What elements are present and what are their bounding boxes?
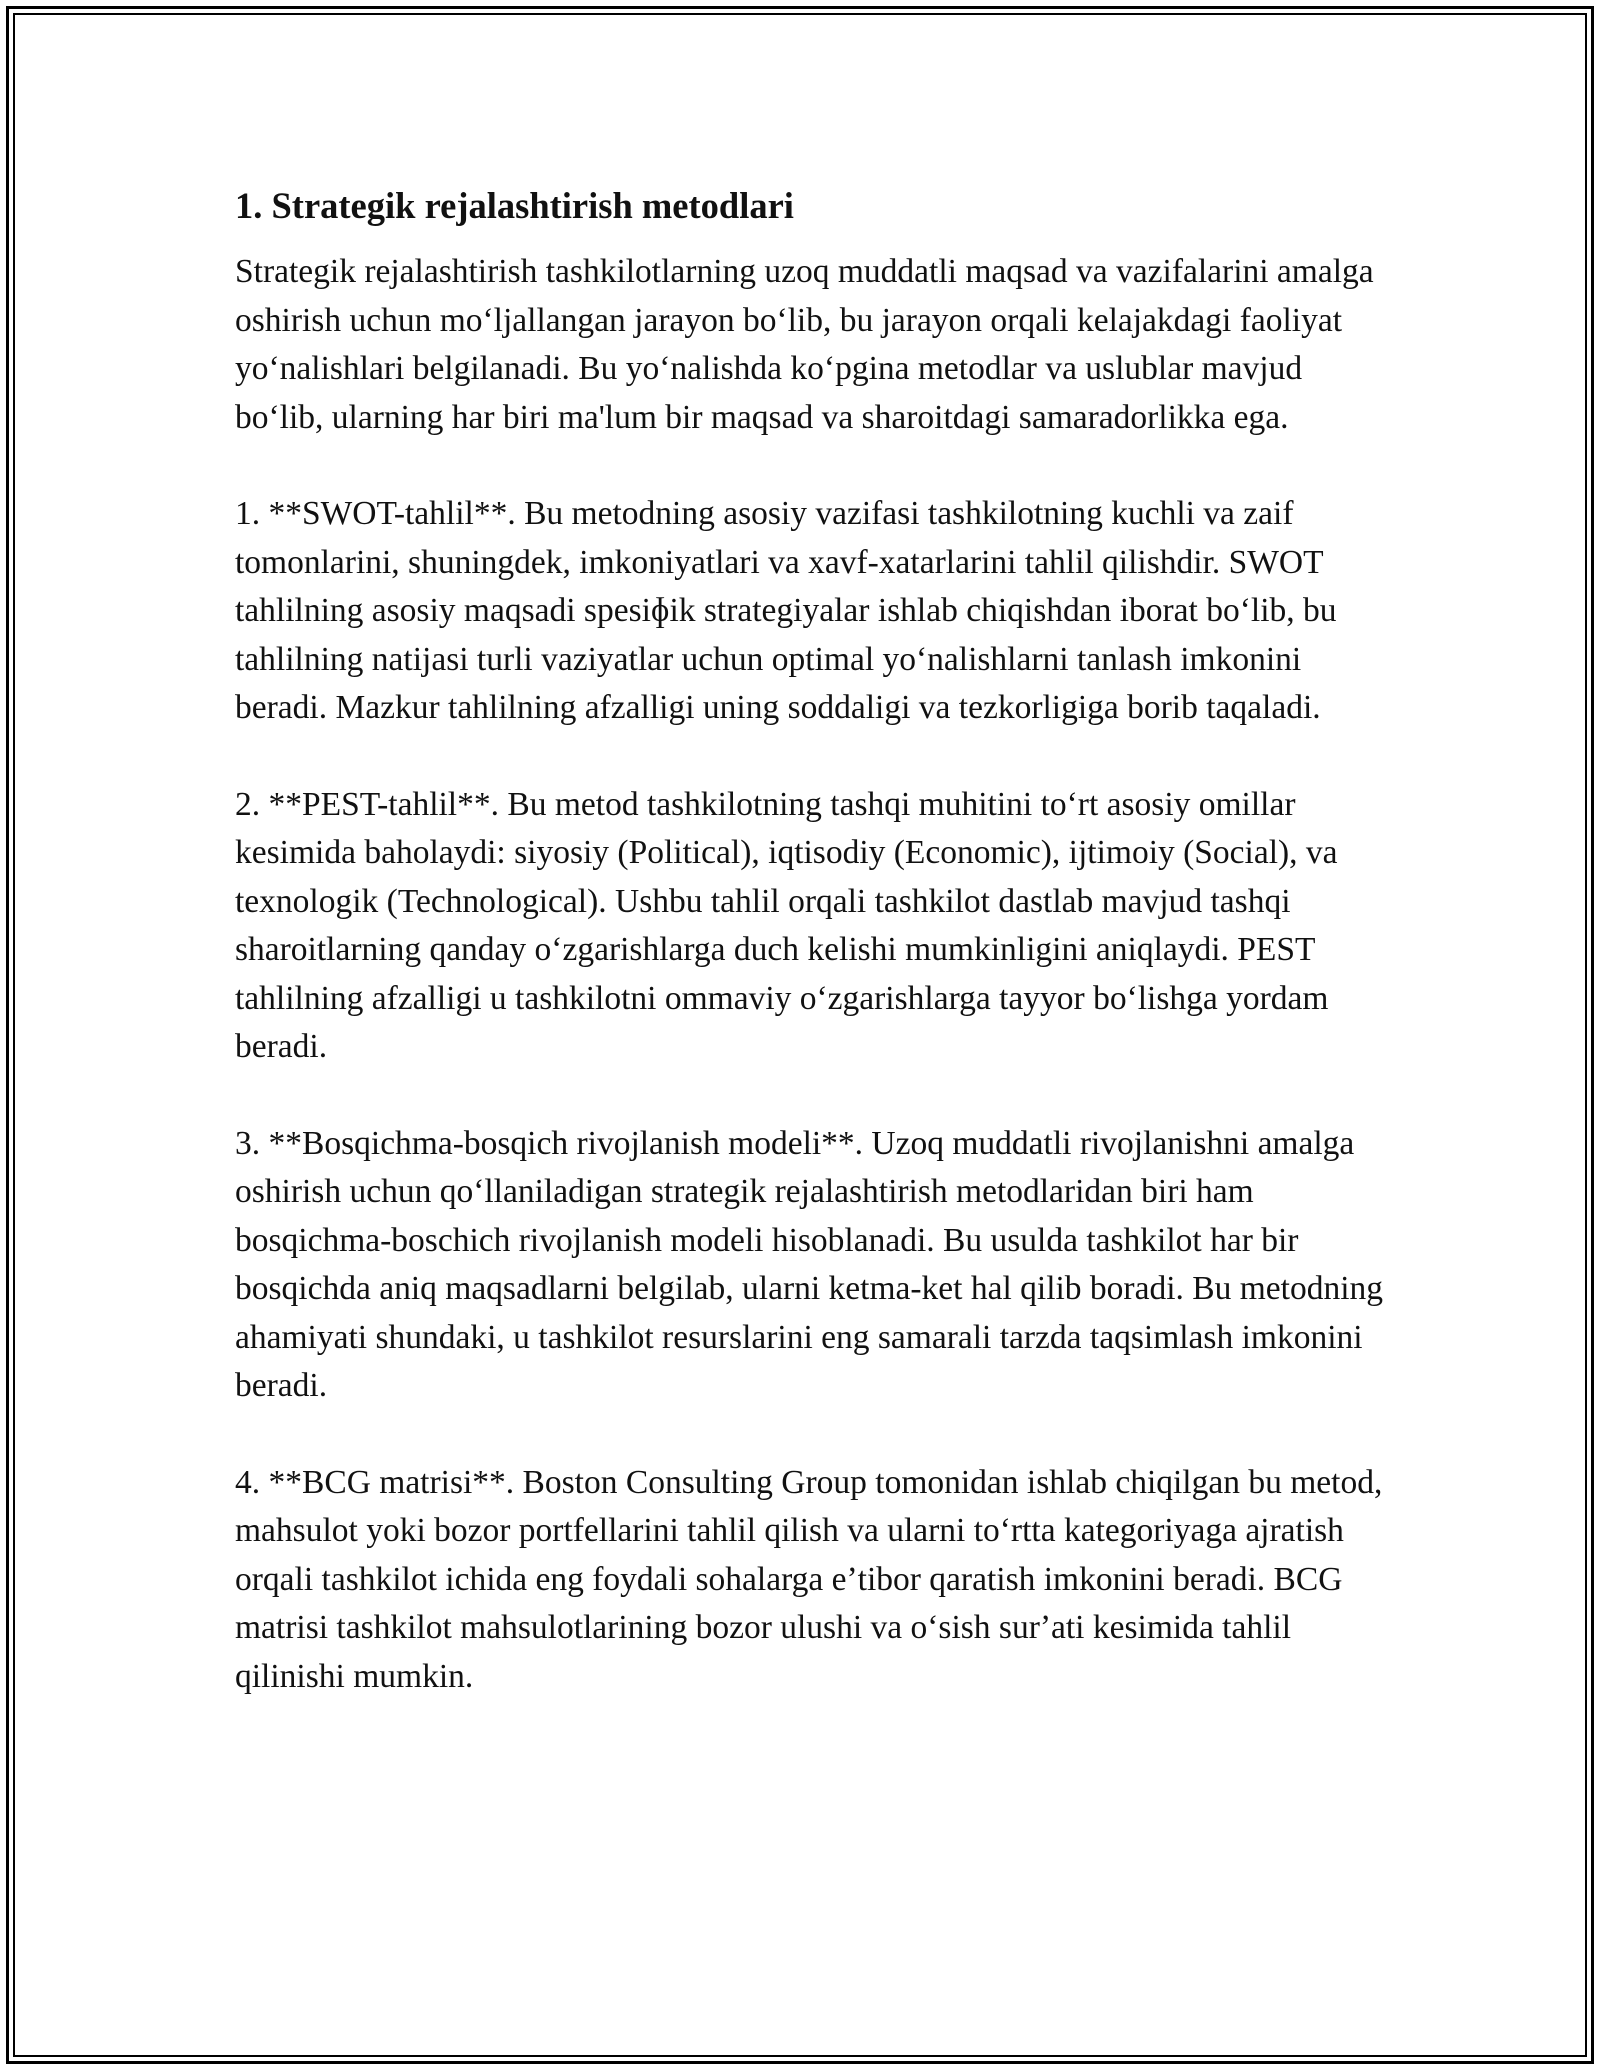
document-title: 1. Strategik rejalashtirish metodlari bbox=[235, 185, 794, 226]
paragraph-swot: 1. **SWOT-tahlil**. Bu metodning asosiy vazifasi tashkilotning kuchli va zaif tomonlarini, shuningdek, imkoniyatlari va xavf-xatarlarini tahlil qilishdir. SWOT tahlilning asosiy maqsadi spesiɸik strategiyalar ishlab chiqishdan iborat boʻlib, bu tahlilning natijasi turli vaziyatlar uchun optimal yoʻnalishlarni tanlash imkonini beradi. Mazkur tahlilning afzalligi uning soddaligi va tezkorligiga borib taqaladi. bbox=[235, 495, 1337, 726]
paragraph-pest: 2. **PEST-tahlil**. Bu metod tashkilotning tashqi muhitini toʻrt asosiy omillar kesimida baholaydi: siyosiy (Political), iqtisodiy (Economic), ijtimoiy (Social), va texnologik (Technological). Ushbu tahlil orqali tashkilot dastlab mavjud tashqi sharoitlarning qanday oʻzgarishlarga duch kelishi mumkinligini aniqlaydi. PEST tahlilning afzalligi u tashkilotni ommaviy oʻzgarishlarga tayyor boʻlishga yordam beradi. bbox=[235, 785, 1338, 1065]
paragraph-stepwise-model: 3. **Bosqichma-bosqich rivojlanish modeli**. Uzoq muddatli rivojlanishni amalga oshirish uchun qoʻllaniladigan strategik rejalashtirish metodlaridan biri ham bosqichma-boschich rivojlanish modeli hisoblanadi. Bu usulda tashkilot har bir bosqichda aniq maqsadlarni belgilab, ularni ketma-ket hal qilib boradi. Bu metodning ahamiyati shundaki, u tashkilot resurslarini eng samarali tarzda taqsimlash imkonini beradi. bbox=[235, 1124, 1384, 1404]
paragraph-bcg-matrix: 4. **BCG matrisi**. Boston Consulting Group tomonidan ishlab chiqilgan bu metod, mahsulot yoki bozor portfellarini tahlil qilish va ularni toʻrtta kategoriyaga ajratish orqali tashkilot ichida eng foydali sohalarga eʼtibor qaratish imkonini beradi. BCG matrisi tashkilot mahsulotlarining bozor ulushi va oʻsish surʼati kesimida tahlil qilinishi mumkin. bbox=[235, 1463, 1383, 1695]
document-body bbox=[235, 182, 1395, 1749]
paragraph-intro: Strategik rejalashtirish tashkilotlarning uzoq muddatli maqsad va vazifalarini amalga oshirish uchun moʻljallangan jarayon boʻlib, bu jarayon orqali kelajakdagi faoliyat yoʻnalishlari belgilanadi. Bu yoʻnalishda koʻpgina metodlar va uslublar mavjud boʻlib, ularning har biri ma'lum bir maqsad va sharoitdagi samaradorlikka ega. bbox=[235, 253, 1374, 436]
